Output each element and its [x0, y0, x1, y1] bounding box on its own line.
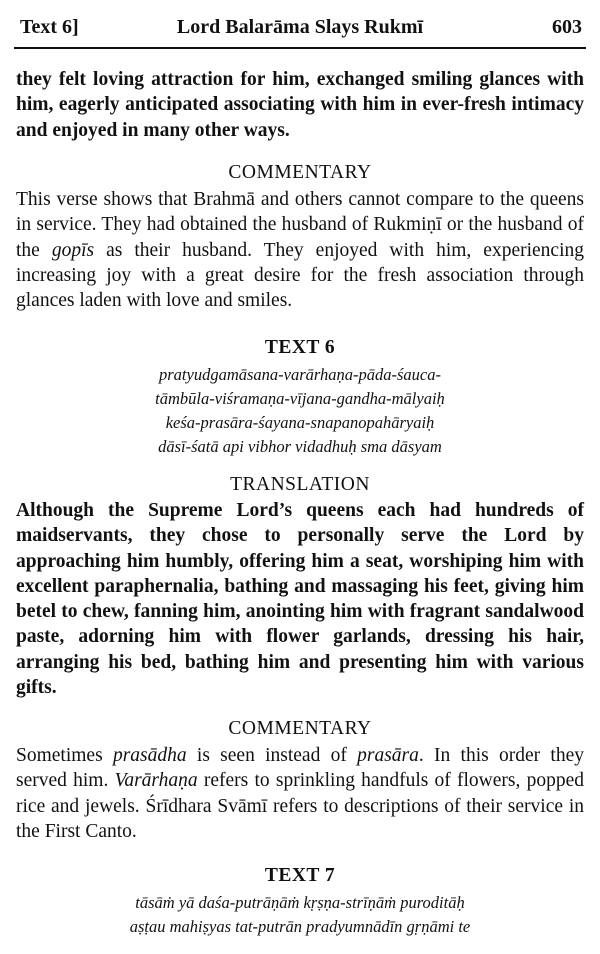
commentary-emphasis: prasādha	[112, 745, 187, 766]
commentary-text: is seen instead of	[186, 745, 358, 766]
commentary-emphasis: gopīs	[51, 239, 95, 261]
commentary-emphasis: Varārhaṇa	[114, 770, 198, 792]
commentary-text: Sometimes	[16, 745, 113, 766]
commentary-emphasis: prasāra	[357, 745, 419, 766]
verse-line: keśa-prasāra-śayana-snapanopahāryaiḥ	[165, 413, 435, 432]
commentary-heading: COMMENTARY	[228, 718, 372, 739]
section-reference: Text 6]	[20, 16, 79, 38]
verse-line: aṣṭau mahiṣyas tat-putrān pradyumnādīn gṛṇāmi te	[129, 917, 471, 936]
translation-continuation: they felt loving attraction for him, exchanged smiling glances with him, eagerly anticipated associating with him in ever-fresh intimacy and enjoyed in many other ways.	[16, 69, 584, 141]
text-6-verse	[0, 363, 600, 459]
chapter-title: Lord Balarāma Slays Rukmī	[176, 16, 424, 38]
commentary-paragraph	[16, 187, 584, 313]
translation-paragraph: Although the Supreme Lord’s queens each had hundreds of maidservants, they chose to personally serve the Lord by approaching him humbly, offering him a seat, worshiping him with excellent paraphernalia, bathing and massaging his feet, giving him betel to chew, fanning him, anointing him with fragrant sandalwood paste, adorning him with flower garlands, dressing his hair, arranging his bed, bathing him and presenting him with various gifts.	[16, 500, 584, 699]
commentary-text: This verse shows that Brahmā and others cannot compare to the queens in service. They had obtained the husband of Rukmiṇī or the husband of the	[16, 189, 584, 261]
page-number: 603	[552, 16, 582, 38]
verse-line: dāsī-śatā api vibhor vidadhuḥ sma dāsyam	[158, 437, 442, 456]
commentary-paragraph	[16, 743, 584, 844]
text-7-verse	[0, 891, 600, 939]
translation-heading: TRANSLATION	[230, 474, 370, 495]
commentary-text: refers to sprinkling handfuls of flowers, popped rice and jewels. Śrīdhara Svāmī refers to descriptions of their service in the First Canto.	[16, 770, 585, 842]
commentary-heading: COMMENTARY	[228, 162, 372, 183]
header-rule	[14, 47, 586, 49]
running-header	[0, 0, 600, 48]
commentary-text: as their husband. They enjoyed with him, experiencing increasing joy with a great desire for the fresh association through glances laden with love and smiles.	[16, 239, 584, 312]
text-6-heading: TEXT 6	[264, 337, 336, 358]
verse-line: tāmbūla-viśramaṇa-vījana-gandha-mālyaiḥ	[155, 389, 445, 408]
verse-line: pratyudgamāsana-varārhaṇa-pāda-śauca-	[158, 365, 441, 384]
verse-line: tāsāṁ yā daśa-putrāṇāṁ kṛṣṇa-strīṇāṁ puroditāḥ	[135, 893, 465, 912]
commentary-text: . In this order they served him.	[16, 745, 584, 792]
text-7-heading: TEXT 7	[264, 865, 336, 886]
